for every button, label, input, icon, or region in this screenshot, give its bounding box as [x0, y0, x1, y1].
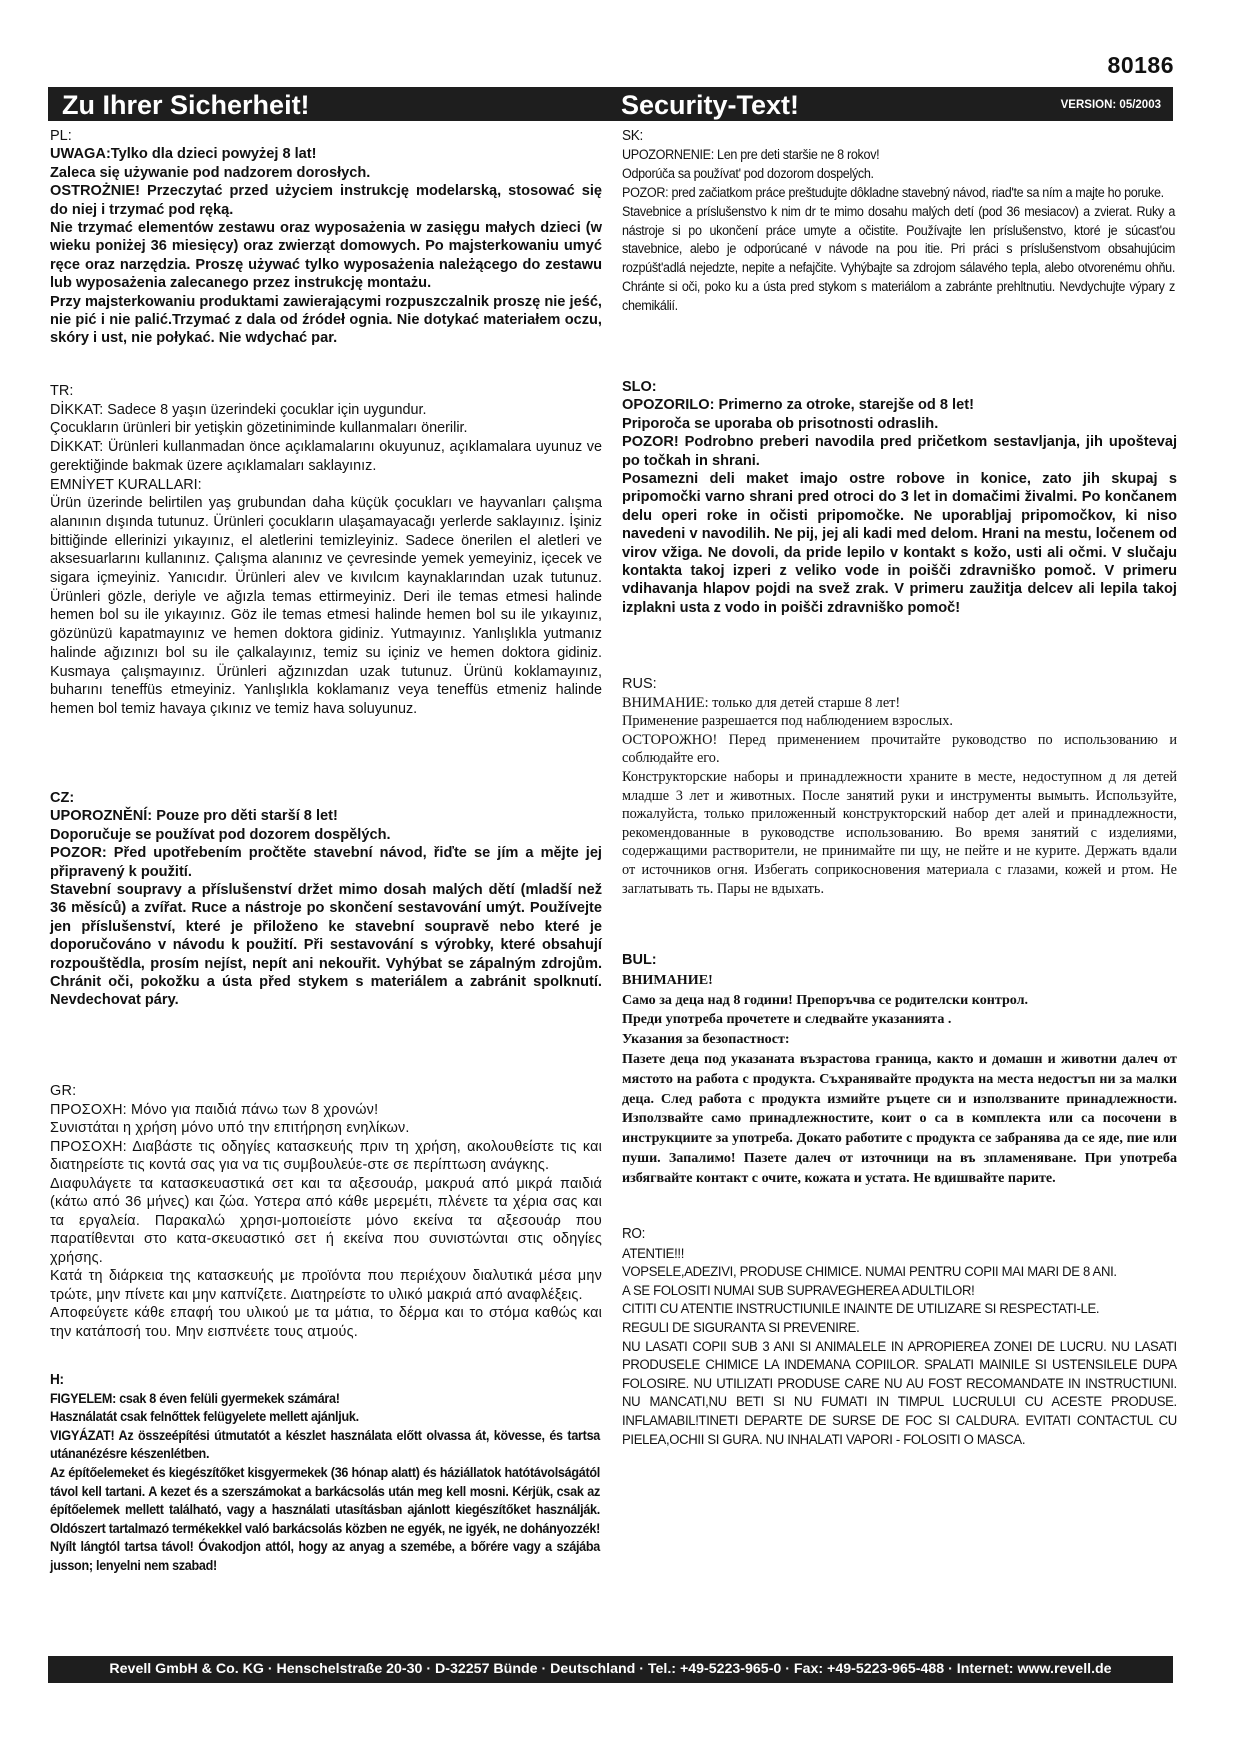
sk-line-2: Odporúča sa používat' pod dozorom dospelých.	[622, 165, 874, 181]
bul-line-2: Само за деца над 8 години! Препоръчва се родителски контрол.	[622, 991, 1029, 1008]
tr-line-2: Çocukların ürünleri bir yetişkin gözetiniminde kullanmaları önerilir.	[50, 420, 468, 437]
pl-line-4: Nie trzymać elementów zestawu oraz wyposażenia w zasięgu małych dzieci (w wieku poniżej 36 miesięcy) oraz zwierząt domowych. Po majsterkowaniu umyć ręce oraz narzędzia. Proszę używać tylko wyposażenia należącego do zestawu lub wyposażenia zalecanego przez instrukcję montażu.	[50, 220, 602, 292]
footer-contact-bar: Revell GmbH & Co. KG · Henschelstraße 20-30 · D-32257 Bünde · Deutschland · Tel.: +49-5223-965-0 · Fax: +49-5223-965-488 · Internet: www.revell.de	[48, 1656, 1173, 1683]
section-sk	[622, 127, 1175, 316]
tr-line-4: EMNİYET KURALLARI:	[50, 476, 202, 493]
cz-line-3: POZOR: Před upotřebením pročtěte stavební návod, řiďte se jím a mějte jej připravený k použití.	[50, 845, 602, 880]
gr-line-3: ΠΡΟΣΟΧΗ: Διαβάστε τις οδηγίες κατασκευής πριν τη χρήση, ακολουθείστε τις και διατηρείστε τις κοντά σας για να τις συμβουλεύε-στε σε περίπτωση ανάγκης.	[50, 1138, 602, 1173]
section-cz	[50, 789, 602, 1010]
document-number: 80186	[1107, 52, 1174, 78]
lang-code-rus: RUS:	[622, 676, 657, 692]
gr-line-6: Αποφεύγετε κάθε επαφή του υλικού με τα μάτια, το δέρμα και το στόμα καθώς και την κατάποσή του. Μην εισπνέετε τους ατμούς.	[50, 1305, 602, 1340]
cz-line-2: Doporučuje se používat pod dozorem dospělých.	[50, 826, 391, 843]
slo-line-2: Priporoča se uporaba ob prisotnosti odraslih.	[622, 415, 939, 432]
gr-line-2: Συνιστάται η χρήση μόνο υπό την επιτήρηση ενηλίκων.	[50, 1120, 410, 1136]
lang-code-ro: RO:	[622, 1226, 646, 1242]
ro-line-6: NU LASATI COPII SUB 3 ANI SI ANIMALELE IN APROPIEREA ZONEI DE LUCRU. NU LASATI PRODUSELE CHIMICE LA INDEMANA COPIILOR. SPALATI MAINILE SI USTENSILELE DUPA FOLOSIRE. NU UTILIZATI PRODUSE CARE NU AU FOST RECOMANDATE IN INSTRUCTIUNI. NU MANCATI,NU BETI SI NU FUMATI IN TIMPUL LUCRULUI CU ACESTE PRODUSE. INFLAMABIL!TINETI DEPARTE DE SURSE DE FOC SI CALDURA. EVITATI CONTACTUL CU PIELEA,OCHII SI GURA. NU INHALATI VAPORI - FOLOSITI O MASCA.	[622, 1337, 1177, 1447]
bul-line-3: Преди употреба прочетете и следвайте указанията .	[622, 1011, 952, 1028]
lang-code-pl: PL:	[50, 128, 72, 144]
section-bul	[622, 951, 1177, 1189]
section-tr	[50, 382, 602, 719]
rus-line-1: ВНИМАНИЕ: только для детей старше 8 лет!	[622, 694, 901, 711]
version-label: VERSION: 05/2003	[1060, 99, 1161, 111]
rus-line-4: Конструкторские наборы и принадлежности храните в месте, недоступном д ля детей младше 3 лет и животных. После занятий руки и инструменты вымыть. Используйте, пожалуйста, только приложенный конструкторский набор дет алей и принадлежности, рекомендованные в руководстве использованию. Во время занятий с изделиями, содержащими растворители, не принимайте пи щу, не пейте и не курите. Держать вдали от источников огня. Избегать соприкосновения материала с глазами, кожей и ртом. Не заглатывать ть. Пары не вдыхать.	[622, 768, 1177, 897]
slo-line-1: OPOZORILO: Primerno za otroke, starejše od 8 let!	[622, 397, 974, 414]
pl-line-2: Zaleca się używanie pod nadzorem dorosłych.	[50, 164, 371, 181]
pl-line-1: UWAGA:Tylko dla dzieci powyżej 8 lat!	[50, 146, 317, 163]
sk-line-3: POZOR: pred začiatkom práce preštudujte dôkladne stavebný návod, riad'te sa ním a majte ho poruke.	[622, 184, 1164, 200]
sk-line-4: Stavebnice a príslušenstvo k nim dr te mimo dosahu malých detí (pod 36 mesiacov) a zvierat. Ruky a nástroje si po ukončení práce umyte a očistite. Používajte len príslušenstvo, ktoré je súcast'ou stavebnice, alebo je odporúcané v návode na pou itie. Pri práci s príslušenstvom obsahujúcim rozpúšt'adlá nejedzte, nepite a nefajčite. Vyhýbajte sa zdrojom sálavého tepla, alebo otvorenému ohňu. Chránte si oči, poko ku a ústa pred stykom s materiálom a zabránte prehltnutiu. Nevdychujte výpary z chemikálií.	[622, 203, 1175, 314]
hu-line-3: VIGYÁZAT! Az összeépítési útmutatót a készlet használata előtt olvassa át, kövesse, és tartsa utánanézésre készenlétben.	[50, 1427, 601, 1462]
sk-line-1: UPOZORNENIE: Len pre deti staršie ne 8 rokov!	[622, 146, 880, 162]
tr-line-5: Ürün üzerinde belirtilen yaş grubundan daha küçük çocukları ve hayvanları çalışma alanının dışında tutunuz. Ürünleri çocukların ulaşamayacağı yerlerde saklayınız. İşiniz bittiğinde ellerinizi yıkayınız, el aletlerini temizleyiniz. Sadece önerilen el aletleri ve aksesuarlarını kullanınız. Çalışma alanınız ve çevresinde yemek yemeyiniz, içecek ve sigara içmeyiniz. Yanıcıdır. Ürünleri alev ve kıvılcım kaynaklarından uzak tutunuz. Ürünleri gözle, deriyle ve ağızla temas ettirmeyiniz. Deri ile temas etmesi halinde hemen bol su ile yıkayınız. Göz ile temas etmesi halinde hemen bol su ile yıkayınız, gözünüzü kapatmayınız ve hemen doktora gidiniz. Yutmayınız. Yanlışlıkla yutmanız halinde ağızınızı bol su ile çalkalayınız, temiz su içiniz ve hemen doktora gidiniz. Kusmaya çalışmayınız. Ürünleri ağzınızdan uzak tutunuz. Ürünü koklamayınız, buharını teneffüs etmeyiniz. Yanlışlıkla koklamanız veya teneffüs etmeniz halinde hemen bol temiz havaya çıkınız ve temiz hava soluyunuz.	[50, 495, 602, 717]
lang-code-gr: GR:	[50, 1083, 77, 1099]
ro-line-1: ATENTIE!!!	[622, 1244, 685, 1261]
rus-line-3: ОСТОРОЖНО! Перед применением прочитайте руководство по использованию и соблюдайте его.	[622, 731, 1177, 767]
lang-code-slo: SLO:	[622, 379, 657, 395]
pl-line-3: OSTROŻNIE! Przeczytać przed użyciem instrukcję modelarską, stosować się do niej i trzymać pod ręką.	[50, 183, 602, 218]
title-german: Zu Ihrer Sicherheit!	[62, 90, 310, 120]
bul-line-5: Пазете деца под указаната възрастова граница, както и домашн и животни далеч от мястото на работа с продукта. Съхранявайте продукта на места недостъп ни за малки деца. След работа с продукта измийте ръцете си и използваните принадлежности. Използвайте само принадлежностите, коит о са в комплекта или са посочени в инструкциите за употреба. Докато работите с продукта се забранява да се яде, пие или пуши. Запалимо! Пазете далеч от източници на въ зпламеняване. При употреба избягвайте контакт с очите, кожата и устата. Не вдишвайте парите.	[622, 1050, 1177, 1186]
section-rus	[622, 675, 1177, 898]
bul-line-1: ВНИМАНИЕ!	[622, 971, 713, 988]
gr-line-4: Διαφυλάγετε τα κατασκευαστικά σετ και τα αξεσουάρ, μακρυά από μικρά παιδιά (κάτω από 36 μήνες) και ζώα. Υστερα από κάθε μερεμέτι, πλένετε τα χέρια σας και τα εργαλεία. Παρακαλώ χρησι-μοποιείστε μόνο εκείνα τα αξεσουάρ που παρατίθενται στο κατα-σκευαστικό σετ ή εκείνα που συνιστώνται στις οδηγίες χρήσης.	[50, 1175, 602, 1266]
tr-line-3: DİKKAT: Ürünleri kullanmadan önce açıklamalarını okuyunuz, açıklamalara uyunuz ve gerektiğinde bakmak üzere açıklamaları saklayınız.	[50, 439, 602, 474]
bul-line-4: Указания за безопастност:	[622, 1031, 790, 1048]
section-pl	[50, 127, 602, 348]
lang-code-tr: TR:	[50, 383, 74, 399]
slo-line-4: Posamezni deli maket imajo ostre robove in konice, zato jih skupaj s pripomočki varno shrani pred otroci do 3 let in domačimi živalmi. Po končanem delu operi roke in očisti pripomočke. Ne uporabljaj pripomočkov, ki niso navedeni v navodilih. Ne pij, jej ali kadi med delom. Hrani na mestu, ločenem od virov vžiga. Ne dovoli, da pride lepilo v kontakt s kožo, usti ali očmi. V slučaju kontakta takoj izperi z veliko vode in poišči zdravniško pomoč. V primeru vdihavanja hlapov pojdi na svež zrak. V primeru zaužitja delcev ali lepila takoj izplakni usta z vodo in poišči zdravniško pomoč!	[622, 471, 1177, 616]
title-bar	[48, 87, 1173, 121]
lang-code-cz: CZ:	[50, 790, 75, 806]
lang-code-bul: BUL:	[622, 952, 657, 968]
hu-line-4: Az építőelemeket és kiegészítőket kisgyermekek (36 hónap alatt) és háziállatok hatótávolságától távol kell tartani. A kezet és a szerszámokat a barkácsolás után meg kell mosni. Kérjük, csak az építőelemek mellett található, vagy a használati utasításban ajánlott kiegészítőket használják. Oldószert tartalmazó termékekkel való barkácsolás közben ne egyék, ne igyék, ne dohányozzék! Nyílt lángtól tartsa távol! Óvakodjon attól, hogy az anyag a szemébe, a bőrére vagy a szájába jusson; lenyelni nem szabad!	[50, 1464, 601, 1573]
hu-line-2: Használatát csak felnőttek felügyelete mellett ajánljuk.	[50, 1409, 359, 1425]
gr-line-1: ΠΡΟΣΟΧΗ: Μόνο για παιδιά πάνω των 8 χρονών!	[50, 1101, 379, 1118]
ro-line-4: CITITI CU ATENTIE INSTRUCTIUNILE INAINTE DE UTILIZARE SI RESPECTATI-LE.	[622, 1300, 1100, 1317]
title-english: Security-Text!	[621, 90, 800, 120]
ro-line-2: VOPSELE,ADEZIVI, PRODUSE CHIMICE. NUMAI PENTRU COPII MAI MARI DE 8 ANI.	[622, 1263, 1117, 1280]
section-ro	[622, 1225, 1177, 1448]
hu-line-1: FIGYELEM: csak 8 éven felüli gyermekek számára!	[50, 1390, 340, 1406]
cz-line-1: UPOROZNĚNÍ: Pouze pro děti starší 8 let!	[50, 808, 338, 825]
rus-line-2: Применение разрешается под наблюдением взрослых.	[622, 713, 953, 730]
ro-line-3: A SE FOLOSITI NUMAI SUB SUPRAVEGHEREA ADULTILOR!	[622, 1281, 975, 1298]
tr-line-1: DİKKAT: Sadece 8 yaşın üzerindeki çocuklar için uygundur.	[50, 401, 427, 418]
section-gr	[50, 1082, 602, 1341]
pl-line-5: Przy majsterkowaniu produktami zawierającymi rozpuszczalnik proszę nie jeść, nie pić i nie palić.Trzymać z dala od źródeł ognia. Nie dotykać materiałem oczu, skóry i ust, nie połykać. Nie wdychać par.	[50, 293, 602, 347]
lang-code-hu: H:	[50, 1372, 64, 1388]
lang-code-sk: SK:	[622, 128, 643, 144]
slo-line-3: POZOR! Podrobno preberi navodila pred pričetkom sestavljanja, jih upoštevaj po točkah in shrani.	[622, 434, 1177, 469]
gr-line-5: Κατά τη διάρκεια της κατασκευής με προϊόντα που περιέχουν διαλυτικά μέσα μην τρώτε, μην πίνετε και μην καπνίζετε. Διατηρείστε το υλικό μακριά από αναφλέξεις.	[50, 1268, 602, 1303]
section-slo	[622, 378, 1177, 617]
ro-line-5: REGULI DE SIGURANTA SI PREVENIRE.	[622, 1318, 860, 1335]
section-hu	[50, 1371, 600, 1576]
cz-line-4: Stavební soupravy a příslušenství držet mimo dosah malých dětí (mladší než 36 měsíců) a zvířat. Ruce a nástroje po skončení sestavování umýt. Používejte jen příslušenství, které je přiloženo ke stavební soupravě nebo které je doporučováno v návodu k použití. Při sestavování s výrobky, které obsahují rozpouštědla, prosím nejíst, nepít ani nekouřit. Vyhýbat se zápalným zdrojům. Chránit oči, pokožku a ústa před stykem s materiálem a zabránit spolknutí. Nevdechovat páry.	[50, 882, 602, 1009]
